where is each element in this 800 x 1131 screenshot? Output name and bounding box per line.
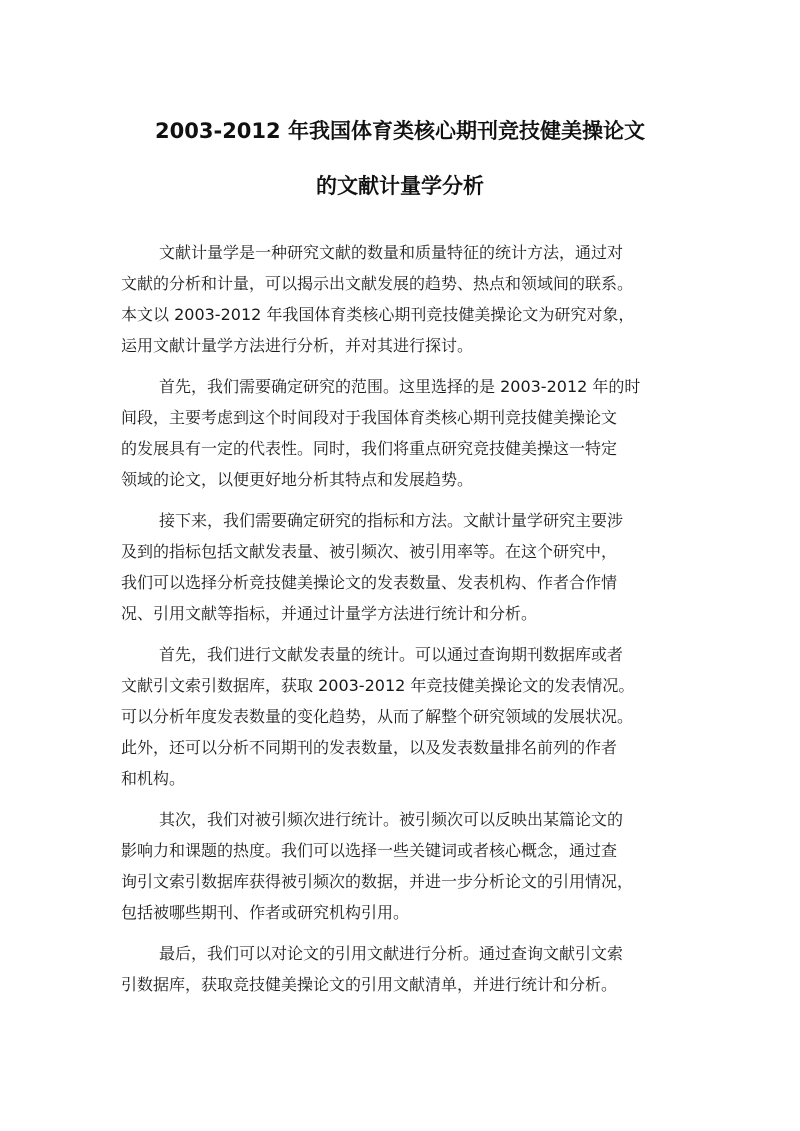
paragraph-line: 此外，还可以分析不同期刊的发表数量，以及发表数量排名前列的作者: [121, 738, 618, 757]
paragraph-line: 可以分析年度发表数量的变化趋势，从而了解整个研究领域的发展状况。: [121, 707, 634, 726]
paragraph-line: 首先，我们进行文献发表量的统计。可以通过查询期刊数据库或者: [159, 645, 624, 664]
paragraph-line: 包括被哪些期刊、作者或研究机构引用。: [121, 903, 410, 922]
paragraph-line: 本文以 2003-2012 年我国体育类核心期刊竞技健美操论文为研究对象，: [121, 305, 635, 324]
paragraph-line: 引数据库，获取竞技健美操论文的引用文献清单，并进行统计和分析。: [121, 975, 618, 994]
paragraph-line: 文献计量学是一种研究文献的数量和质量特征的统计方法，通过对: [159, 243, 624, 262]
document-title-line-1: 2003-2012 年我国体育类核心期刊竞技健美操论文: [155, 119, 645, 143]
paragraph-line: 及到的指标包括文献发表量、被引频次、被引用率等。在这个研究中，: [121, 542, 618, 561]
paragraph-line: 询引文索引数据库获得被引频次的数据，并进一步分析论文的引用情况，: [121, 872, 634, 891]
paragraph-line: 文献的分析和计量，可以揭示出文献发展的趋势、热点和领域间的联系。: [121, 274, 634, 293]
paragraph-line: 其次，我们对被引频次进行统计。被引频次可以反映出某篇论文的: [159, 810, 624, 829]
paragraph-line: 文献引文索引数据库，获取 2003-2012 年竞技健美操论文的发表情况。: [121, 676, 635, 695]
paragraph-line: 最后，我们可以对论文的引用文献进行分析。通过查询文献引文索: [159, 944, 624, 963]
paragraph-line: 况、引用文献等指标，并通过计量学方法进行统计和分析。: [121, 604, 538, 623]
paragraph-line: 的发展具有一定的代表性。同时，我们将重点研究竞技健美操这一特定: [121, 439, 618, 458]
paragraph-line: 运用文献计量学方法进行分析，并对其进行探讨。: [121, 336, 474, 355]
paragraph-line: 首先，我们需要确定研究的范围。这里选择的是 2003-2012 年的时: [159, 377, 641, 396]
paragraph-line: 和机构。: [121, 769, 186, 788]
paragraph-line: 接下来，我们需要确定研究的指标和方法。文献计量学研究主要涉: [159, 511, 624, 530]
paragraph-line: 影响力和课题的热度。我们可以选择一些关键词或者核心概念，通过查: [121, 841, 618, 860]
document-title-line-2: 的文献计量学分析: [316, 174, 484, 198]
paragraph-line: 领域的论文，以便更好地分析其特点和发展趋势。: [121, 470, 474, 489]
paragraph-line: 间段，主要考虑到这个时间段对于我国体育类核心期刊竞技健美操论文: [121, 408, 618, 427]
paragraph-line: 我们可以选择分析竞技健美操论文的发表数量、发表机构、作者合作情: [121, 573, 618, 592]
